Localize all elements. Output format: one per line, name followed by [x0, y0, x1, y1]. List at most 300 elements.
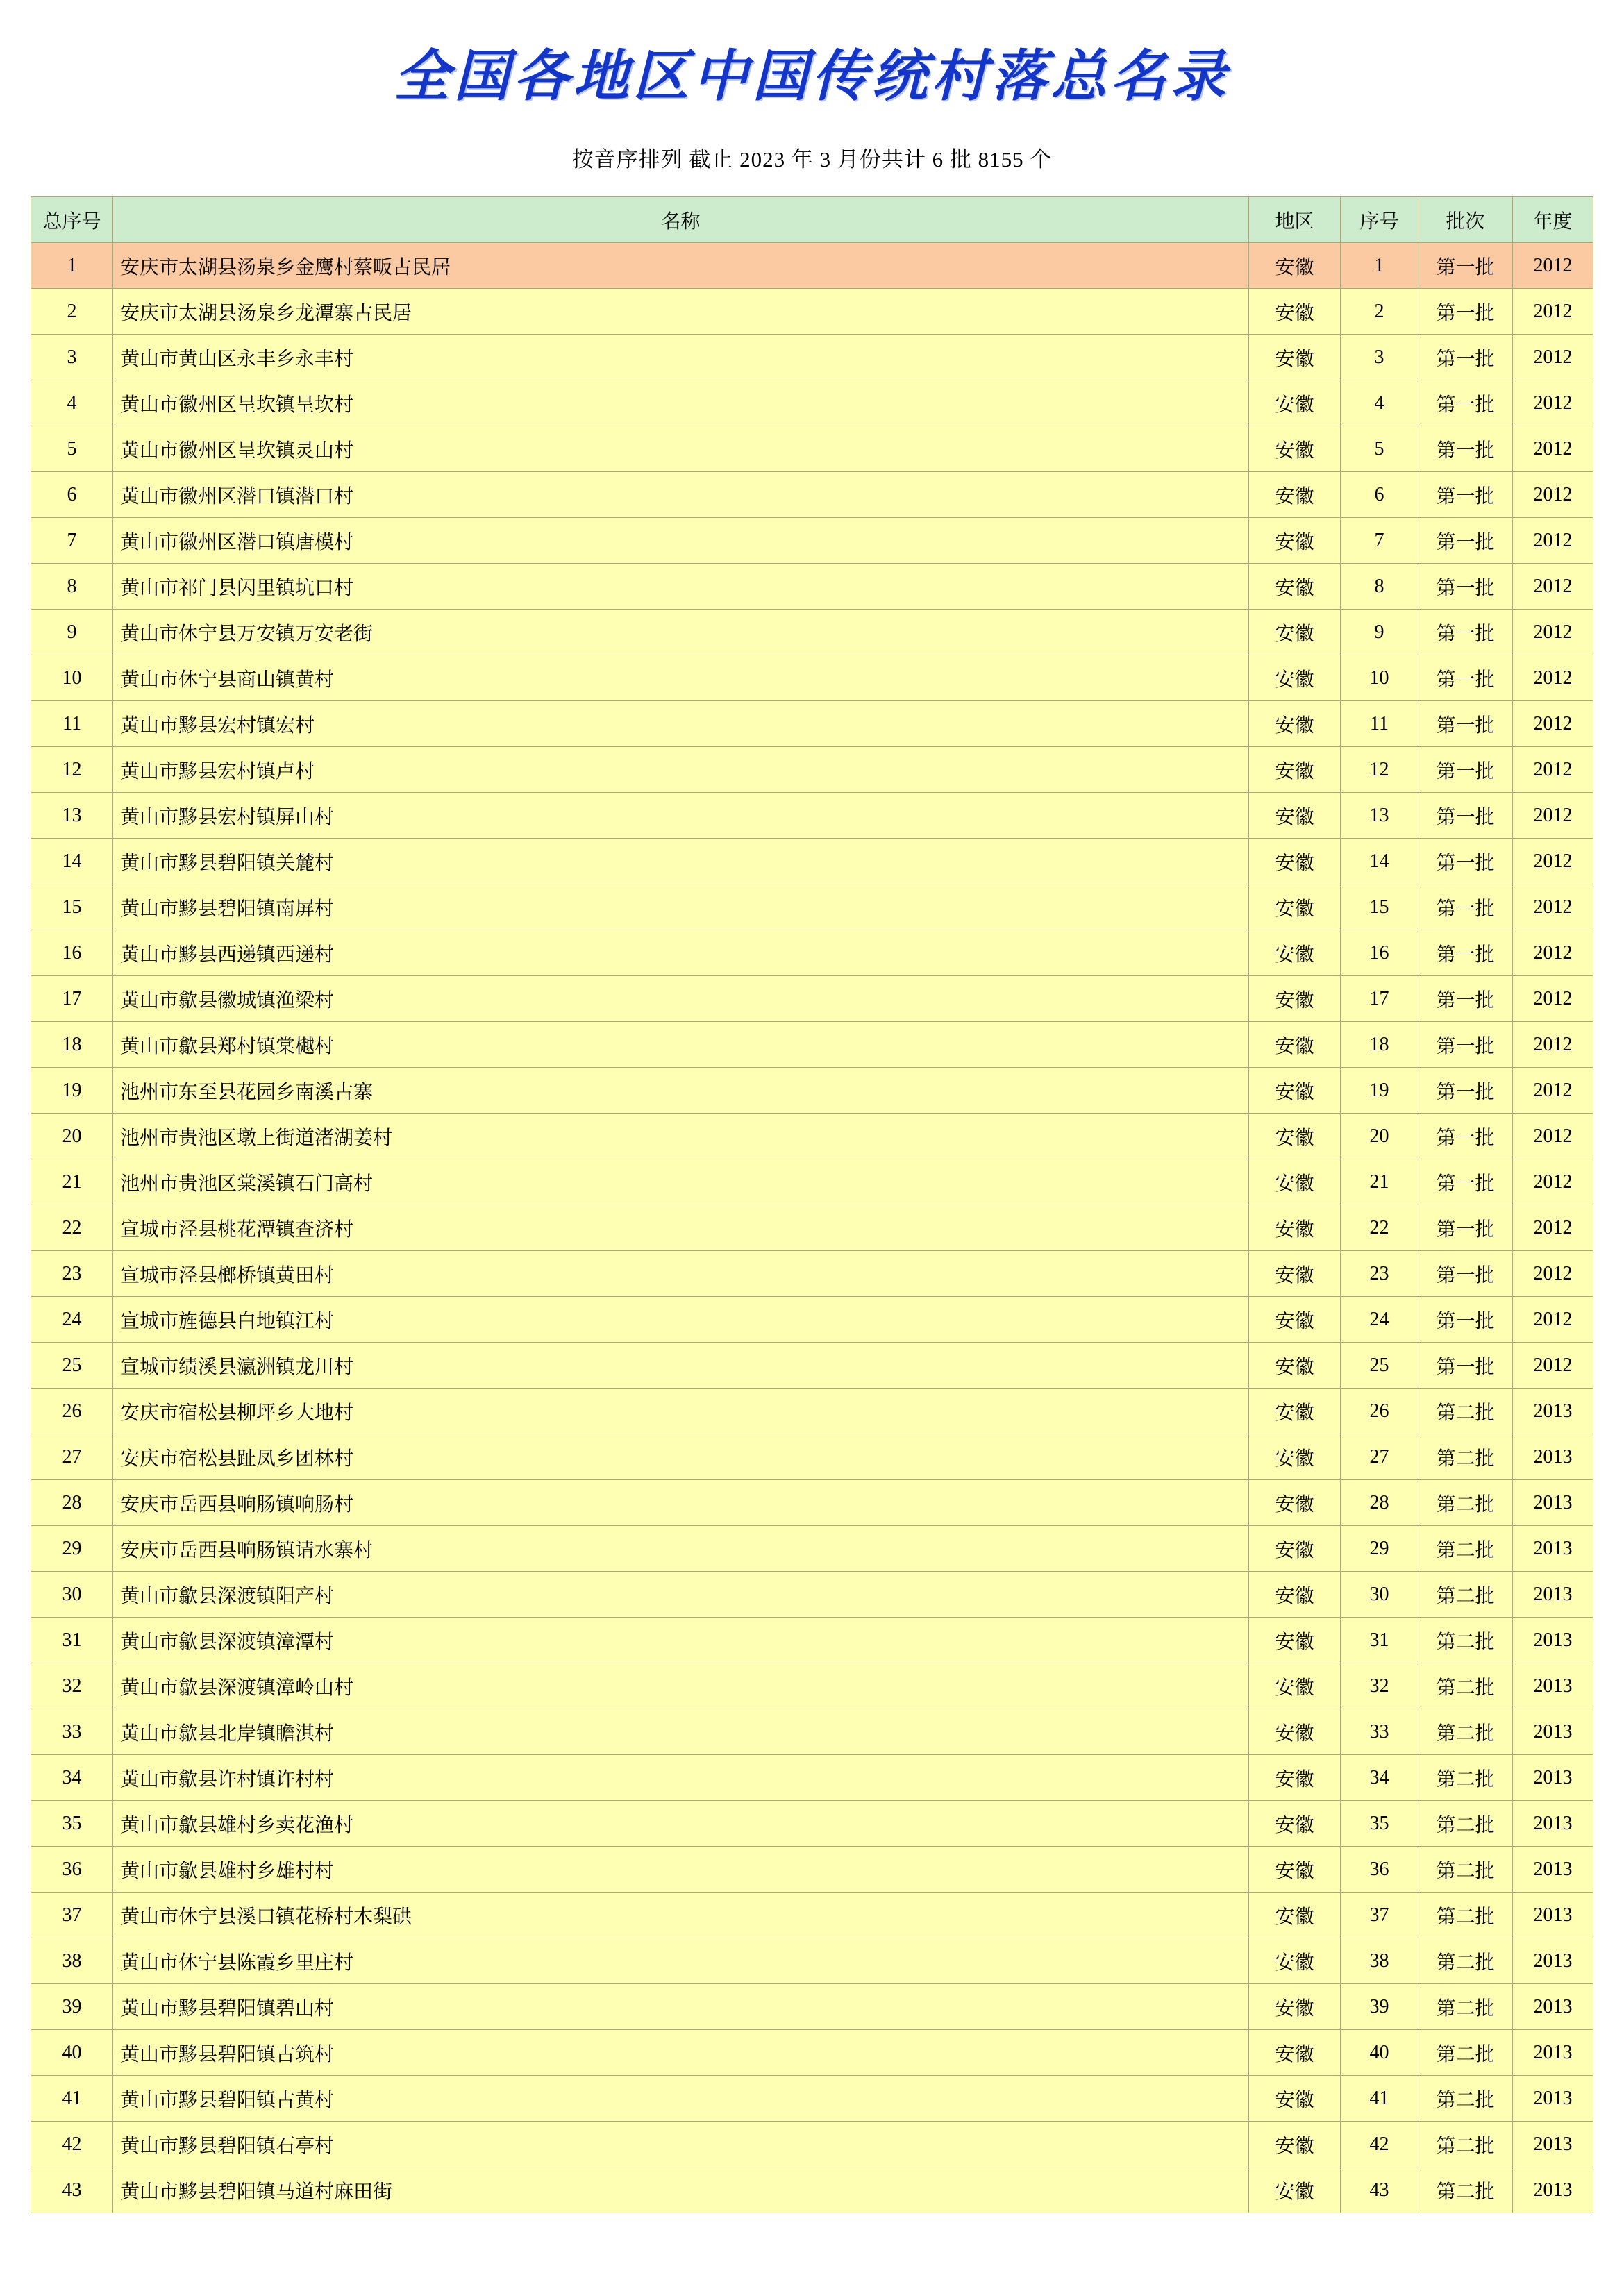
- cell-name: 黄山市黟县碧阳镇古黄村: [113, 2076, 1249, 2122]
- cell-batch: 第二批: [1418, 2167, 1513, 2213]
- table-row: [31, 243, 1593, 289]
- cell-batch: 第二批: [1418, 1847, 1513, 1893]
- cell-year: 2012: [1513, 884, 1593, 930]
- cell-year: 2012: [1513, 1114, 1593, 1159]
- cell-index: 2: [1341, 289, 1418, 335]
- table-row: [31, 701, 1593, 747]
- cell-name: 安庆市岳西县响肠镇请水寨村: [113, 1526, 1249, 1572]
- cell-year: 2012: [1513, 610, 1593, 655]
- cell-name: 黄山市休宁县万安镇万安老街: [113, 610, 1249, 655]
- cell-year: 2013: [1513, 1480, 1593, 1526]
- cell-index: 5: [1341, 426, 1418, 472]
- cell-year: 2012: [1513, 1205, 1593, 1251]
- cell-total-index: 34: [31, 1755, 113, 1801]
- cell-region: 安徽: [1249, 335, 1341, 380]
- cell-name: 黄山市黟县碧阳镇南屏村: [113, 884, 1249, 930]
- cell-region: 安徽: [1249, 1480, 1341, 1526]
- cell-total-index: 28: [31, 1480, 113, 1526]
- cell-total-index: 7: [31, 518, 113, 564]
- cell-index: 16: [1341, 930, 1418, 976]
- cell-index: 17: [1341, 976, 1418, 1022]
- table-row: [31, 2122, 1593, 2167]
- table-row: [31, 335, 1593, 380]
- cell-batch: 第一批: [1418, 518, 1513, 564]
- cell-batch: 第一批: [1418, 839, 1513, 884]
- cell-index: 33: [1341, 1709, 1418, 1755]
- cell-year: 2013: [1513, 1389, 1593, 1434]
- cell-index: 13: [1341, 793, 1418, 839]
- cell-region: 安徽: [1249, 610, 1341, 655]
- column-header-region: 地区: [1249, 197, 1341, 243]
- cell-region: 安徽: [1249, 243, 1341, 289]
- cell-year: 2013: [1513, 1572, 1593, 1618]
- table-row: [31, 1755, 1593, 1801]
- cell-batch: 第二批: [1418, 1938, 1513, 1984]
- cell-region: 安徽: [1249, 1159, 1341, 1205]
- cell-batch: 第二批: [1418, 1618, 1513, 1663]
- cell-name: 黄山市黟县碧阳镇古筑村: [113, 2030, 1249, 2076]
- cell-year: 2012: [1513, 793, 1593, 839]
- cell-index: 6: [1341, 472, 1418, 518]
- cell-region: 安徽: [1249, 1618, 1341, 1663]
- table-row: [31, 1663, 1593, 1709]
- table-row: [31, 1297, 1593, 1343]
- table-row: [31, 1022, 1593, 1068]
- cell-year: 2012: [1513, 976, 1593, 1022]
- table-row: [31, 2076, 1593, 2122]
- cell-year: 2012: [1513, 839, 1593, 884]
- cell-year: 2012: [1513, 243, 1593, 289]
- cell-index: 29: [1341, 1526, 1418, 1572]
- cell-year: 2012: [1513, 1343, 1593, 1389]
- cell-total-index: 10: [31, 655, 113, 701]
- cell-name: 安庆市宿松县趾凤乡团林村: [113, 1434, 1249, 1480]
- cell-region: 安徽: [1249, 1572, 1341, 1618]
- table-row: [31, 1389, 1593, 1434]
- cell-batch: 第二批: [1418, 1709, 1513, 1755]
- cell-index: 22: [1341, 1205, 1418, 1251]
- cell-batch: 第一批: [1418, 793, 1513, 839]
- cell-total-index: 13: [31, 793, 113, 839]
- cell-batch: 第一批: [1418, 243, 1513, 289]
- cell-total-index: 37: [31, 1893, 113, 1938]
- cell-year: 2013: [1513, 2122, 1593, 2167]
- cell-index: 24: [1341, 1297, 1418, 1343]
- cell-name: 黄山市黟县碧阳镇碧山村: [113, 1984, 1249, 2030]
- cell-index: 36: [1341, 1847, 1418, 1893]
- cell-total-index: 25: [31, 1343, 113, 1389]
- table-row: [31, 380, 1593, 426]
- cell-total-index: 24: [31, 1297, 113, 1343]
- cell-region: 安徽: [1249, 1297, 1341, 1343]
- cell-total-index: 41: [31, 2076, 113, 2122]
- cell-name: 黄山市黄山区永丰乡永丰村: [113, 335, 1249, 380]
- cell-index: 23: [1341, 1251, 1418, 1297]
- cell-index: 37: [1341, 1893, 1418, 1938]
- cell-total-index: 5: [31, 426, 113, 472]
- cell-year: 2013: [1513, 1801, 1593, 1847]
- cell-name: 黄山市徽州区呈坎镇灵山村: [113, 426, 1249, 472]
- cell-total-index: 23: [31, 1251, 113, 1297]
- cell-year: 2012: [1513, 747, 1593, 793]
- cell-region: 安徽: [1249, 1755, 1341, 1801]
- table-row: [31, 1343, 1593, 1389]
- cell-region: 安徽: [1249, 839, 1341, 884]
- cell-region: 安徽: [1249, 1526, 1341, 1572]
- table-row: [31, 930, 1593, 976]
- cell-index: 31: [1341, 1618, 1418, 1663]
- cell-year: 2012: [1513, 472, 1593, 518]
- cell-total-index: 12: [31, 747, 113, 793]
- cell-total-index: 40: [31, 2030, 113, 2076]
- table-header: [31, 197, 1593, 243]
- cell-region: 安徽: [1249, 1022, 1341, 1068]
- cell-name: 黄山市徽州区呈坎镇呈坎村: [113, 380, 1249, 426]
- cell-name: 宣城市泾县桃花潭镇查济村: [113, 1205, 1249, 1251]
- cell-region: 安徽: [1249, 884, 1341, 930]
- column-header-total-index: 总序号: [31, 197, 113, 243]
- table-row: [31, 2030, 1593, 2076]
- cell-total-index: 21: [31, 1159, 113, 1205]
- cell-name: 黄山市祁门县闪里镇坑口村: [113, 564, 1249, 610]
- cell-year: 2013: [1513, 1847, 1593, 1893]
- table-row: [31, 564, 1593, 610]
- table-row: [31, 747, 1593, 793]
- cell-year: 2012: [1513, 518, 1593, 564]
- table-row: [31, 518, 1593, 564]
- cell-year: 2013: [1513, 1709, 1593, 1755]
- cell-region: 安徽: [1249, 2122, 1341, 2167]
- cell-region: 安徽: [1249, 1893, 1341, 1938]
- cell-name: 安庆市岳西县响肠镇响肠村: [113, 1480, 1249, 1526]
- cell-year: 2012: [1513, 701, 1593, 747]
- cell-batch: 第一批: [1418, 1205, 1513, 1251]
- cell-region: 安徽: [1249, 701, 1341, 747]
- cell-index: 1: [1341, 243, 1418, 289]
- cell-region: 安徽: [1249, 1068, 1341, 1114]
- cell-index: 30: [1341, 1572, 1418, 1618]
- cell-batch: 第一批: [1418, 610, 1513, 655]
- cell-name: 黄山市黟县宏村镇屏山村: [113, 793, 1249, 839]
- cell-batch: 第一批: [1418, 655, 1513, 701]
- cell-year: 2013: [1513, 1938, 1593, 1984]
- cell-index: 7: [1341, 518, 1418, 564]
- table-row: [31, 1847, 1593, 1893]
- table-row: [31, 1709, 1593, 1755]
- cell-total-index: 1: [31, 243, 113, 289]
- table-row: [31, 472, 1593, 518]
- cell-region: 安徽: [1249, 1709, 1341, 1755]
- cell-total-index: 17: [31, 976, 113, 1022]
- table-row: [31, 839, 1593, 884]
- cell-year: 2012: [1513, 930, 1593, 976]
- cell-year: 2012: [1513, 1251, 1593, 1297]
- table-row: [31, 1114, 1593, 1159]
- table-row: [31, 1984, 1593, 2030]
- cell-batch: 第二批: [1418, 1893, 1513, 1938]
- cell-batch: 第二批: [1418, 1572, 1513, 1618]
- cell-batch: 第一批: [1418, 289, 1513, 335]
- cell-index: 15: [1341, 884, 1418, 930]
- cell-index: 19: [1341, 1068, 1418, 1114]
- cell-batch: 第二批: [1418, 1755, 1513, 1801]
- cell-name: 安庆市宿松县柳坪乡大地村: [113, 1389, 1249, 1434]
- cell-index: 28: [1341, 1480, 1418, 1526]
- cell-name: 黄山市休宁县陈霞乡里庄村: [113, 1938, 1249, 1984]
- cell-name: 黄山市黟县碧阳镇石亭村: [113, 2122, 1249, 2167]
- cell-name: 黄山市休宁县溪口镇花桥村木梨硔: [113, 1893, 1249, 1938]
- cell-total-index: 33: [31, 1709, 113, 1755]
- cell-batch: 第一批: [1418, 1068, 1513, 1114]
- cell-region: 安徽: [1249, 1251, 1341, 1297]
- cell-name: 宣城市泾县榔桥镇黄田村: [113, 1251, 1249, 1297]
- table-row: [31, 1526, 1593, 1572]
- page-subtitle: 按音序排列 截止 2023 年 3 月份共计 6 批 8155 个: [571, 147, 1053, 171]
- cell-year: 2013: [1513, 1526, 1593, 1572]
- cell-total-index: 9: [31, 610, 113, 655]
- cell-total-index: 22: [31, 1205, 113, 1251]
- cell-total-index: 42: [31, 2122, 113, 2167]
- table-row: [31, 1572, 1593, 1618]
- table-row: [31, 1068, 1593, 1114]
- cell-region: 安徽: [1249, 380, 1341, 426]
- cell-total-index: 36: [31, 1847, 113, 1893]
- cell-region: 安徽: [1249, 518, 1341, 564]
- cell-total-index: 35: [31, 1801, 113, 1847]
- cell-name: 黄山市歙县深渡镇阳产村: [113, 1572, 1249, 1618]
- cell-region: 安徽: [1249, 289, 1341, 335]
- cell-year: 2012: [1513, 655, 1593, 701]
- cell-index: 9: [1341, 610, 1418, 655]
- cell-total-index: 29: [31, 1526, 113, 1572]
- cell-batch: 第二批: [1418, 1801, 1513, 1847]
- cell-name: 池州市贵池区墩上街道渚湖姜村: [113, 1114, 1249, 1159]
- cell-region: 安徽: [1249, 1389, 1341, 1434]
- cell-batch: 第二批: [1418, 1480, 1513, 1526]
- cell-batch: 第二批: [1418, 1526, 1513, 1572]
- cell-region: 安徽: [1249, 2076, 1341, 2122]
- cell-index: 32: [1341, 1663, 1418, 1709]
- table-row: [31, 2167, 1593, 2213]
- cell-batch: 第一批: [1418, 564, 1513, 610]
- cell-region: 安徽: [1249, 747, 1341, 793]
- cell-batch: 第一批: [1418, 976, 1513, 1022]
- cell-total-index: 32: [31, 1663, 113, 1709]
- cell-total-index: 11: [31, 701, 113, 747]
- cell-batch: 第二批: [1418, 1663, 1513, 1709]
- cell-name: 池州市贵池区棠溪镇石门高村: [113, 1159, 1249, 1205]
- cell-year: 2012: [1513, 380, 1593, 426]
- cell-total-index: 6: [31, 472, 113, 518]
- cell-name: 黄山市黟县宏村镇卢村: [113, 747, 1249, 793]
- table-row: [31, 1618, 1593, 1663]
- cell-total-index: 27: [31, 1434, 113, 1480]
- cell-batch: 第一批: [1418, 426, 1513, 472]
- cell-batch: 第一批: [1418, 1114, 1513, 1159]
- cell-year: 2012: [1513, 1297, 1593, 1343]
- cell-total-index: 20: [31, 1114, 113, 1159]
- cell-total-index: 8: [31, 564, 113, 610]
- cell-total-index: 30: [31, 1572, 113, 1618]
- column-header-index: 序号: [1341, 197, 1418, 243]
- cell-batch: 第一批: [1418, 380, 1513, 426]
- cell-name: 黄山市歙县郑村镇棠樾村: [113, 1022, 1249, 1068]
- cell-name: 黄山市歙县雄村乡雄村村: [113, 1847, 1249, 1893]
- cell-index: 43: [1341, 2167, 1418, 2213]
- cell-name: 黄山市歙县深渡镇漳潭村: [113, 1618, 1249, 1663]
- cell-batch: 第二批: [1418, 1434, 1513, 1480]
- cell-batch: 第一批: [1418, 335, 1513, 380]
- table-row: [31, 793, 1593, 839]
- cell-index: 25: [1341, 1343, 1418, 1389]
- cell-total-index: 31: [31, 1618, 113, 1663]
- cell-region: 安徽: [1249, 1663, 1341, 1709]
- cell-total-index: 39: [31, 1984, 113, 2030]
- table-row: [31, 1159, 1593, 1205]
- cell-index: 3: [1341, 335, 1418, 380]
- cell-index: 18: [1341, 1022, 1418, 1068]
- cell-year: 2013: [1513, 1893, 1593, 1938]
- cell-index: 14: [1341, 839, 1418, 884]
- cell-region: 安徽: [1249, 1984, 1341, 2030]
- cell-region: 安徽: [1249, 655, 1341, 701]
- cell-year: 2013: [1513, 1434, 1593, 1480]
- column-header-batch: 批次: [1418, 197, 1513, 243]
- table-row: [31, 1801, 1593, 1847]
- cell-total-index: 4: [31, 380, 113, 426]
- cell-year: 2013: [1513, 1755, 1593, 1801]
- cell-year: 2012: [1513, 335, 1593, 380]
- column-header-name: 名称: [113, 197, 1249, 243]
- cell-name: 黄山市黟县西递镇西递村: [113, 930, 1249, 976]
- cell-name: 池州市东至县花园乡南溪古寨: [113, 1068, 1249, 1114]
- cell-batch: 第二批: [1418, 1389, 1513, 1434]
- cell-region: 安徽: [1249, 564, 1341, 610]
- cell-batch: 第一批: [1418, 1343, 1513, 1389]
- cell-index: 39: [1341, 1984, 1418, 2030]
- table-row: [31, 610, 1593, 655]
- cell-region: 安徽: [1249, 1938, 1341, 1984]
- cell-index: 12: [1341, 747, 1418, 793]
- cell-region: 安徽: [1249, 426, 1341, 472]
- cell-name: 黄山市徽州区潜口镇潜口村: [113, 472, 1249, 518]
- cell-batch: 第一批: [1418, 930, 1513, 976]
- cell-region: 安徽: [1249, 2167, 1341, 2213]
- cell-region: 安徽: [1249, 1801, 1341, 1847]
- table-row: [31, 426, 1593, 472]
- cell-batch: 第一批: [1418, 1159, 1513, 1205]
- table-row: [31, 976, 1593, 1022]
- cell-index: 8: [1341, 564, 1418, 610]
- page-title: 全国各地区中国传统村落总名录: [394, 44, 1230, 108]
- cell-year: 2013: [1513, 2167, 1593, 2213]
- cell-region: 安徽: [1249, 1434, 1341, 1480]
- table-row: [31, 1205, 1593, 1251]
- cell-total-index: 18: [31, 1022, 113, 1068]
- cell-name: 黄山市黟县宏村镇宏村: [113, 701, 1249, 747]
- cell-batch: 第二批: [1418, 2030, 1513, 2076]
- cell-total-index: 2: [31, 289, 113, 335]
- cell-region: 安徽: [1249, 1343, 1341, 1389]
- cell-name: 黄山市歙县深渡镇漳岭山村: [113, 1663, 1249, 1709]
- cell-name: 黄山市徽州区潜口镇唐模村: [113, 518, 1249, 564]
- cell-batch: 第一批: [1418, 884, 1513, 930]
- cell-name: 安庆市太湖县汤泉乡龙潭寨古民居: [113, 289, 1249, 335]
- cell-year: 2012: [1513, 1159, 1593, 1205]
- cell-year: 2013: [1513, 1663, 1593, 1709]
- cell-year: 2012: [1513, 426, 1593, 472]
- cell-name: 黄山市黟县碧阳镇马道村麻田街: [113, 2167, 1249, 2213]
- cell-year: 2013: [1513, 1618, 1593, 1663]
- table-row: [31, 1251, 1593, 1297]
- cell-name: 安庆市太湖县汤泉乡金鹰村蔡畈古民居: [113, 243, 1249, 289]
- table-row: [31, 655, 1593, 701]
- cell-index: 11: [1341, 701, 1418, 747]
- cell-index: 27: [1341, 1434, 1418, 1480]
- cell-region: 安徽: [1249, 793, 1341, 839]
- cell-batch: 第一批: [1418, 747, 1513, 793]
- cell-index: 42: [1341, 2122, 1418, 2167]
- cell-index: 35: [1341, 1801, 1418, 1847]
- cell-name: 宣城市旌德县白地镇江村: [113, 1297, 1249, 1343]
- cell-index: 41: [1341, 2076, 1418, 2122]
- cell-total-index: 3: [31, 335, 113, 380]
- cell-name: 黄山市歙县雄村乡卖花渔村: [113, 1801, 1249, 1847]
- cell-name: 黄山市黟县碧阳镇关麓村: [113, 839, 1249, 884]
- cell-region: 安徽: [1249, 1847, 1341, 1893]
- cell-index: 26: [1341, 1389, 1418, 1434]
- cell-batch: 第一批: [1418, 1297, 1513, 1343]
- cell-region: 安徽: [1249, 472, 1341, 518]
- cell-index: 40: [1341, 2030, 1418, 2076]
- cell-index: 38: [1341, 1938, 1418, 1984]
- village-directory-table: [31, 196, 1593, 2213]
- table-row: [31, 1480, 1593, 1526]
- cell-region: 安徽: [1249, 976, 1341, 1022]
- table-row: [31, 289, 1593, 335]
- cell-total-index: 16: [31, 930, 113, 976]
- cell-year: 2012: [1513, 564, 1593, 610]
- cell-batch: 第一批: [1418, 701, 1513, 747]
- cell-index: 20: [1341, 1114, 1418, 1159]
- cell-batch: 第二批: [1418, 2076, 1513, 2122]
- cell-year: 2012: [1513, 1068, 1593, 1114]
- cell-batch: 第一批: [1418, 1022, 1513, 1068]
- table-row: [31, 1434, 1593, 1480]
- cell-total-index: 43: [31, 2167, 113, 2213]
- cell-total-index: 14: [31, 839, 113, 884]
- cell-region: 安徽: [1249, 930, 1341, 976]
- cell-name: 黄山市休宁县商山镇黄村: [113, 655, 1249, 701]
- cell-name: 黄山市歙县徽城镇渔梁村: [113, 976, 1249, 1022]
- cell-year: 2013: [1513, 2076, 1593, 2122]
- cell-year: 2013: [1513, 2030, 1593, 2076]
- cell-batch: 第一批: [1418, 1251, 1513, 1297]
- cell-total-index: 38: [31, 1938, 113, 1984]
- cell-index: 4: [1341, 380, 1418, 426]
- cell-year: 2012: [1513, 1022, 1593, 1068]
- cell-name: 黄山市歙县北岸镇瞻淇村: [113, 1709, 1249, 1755]
- cell-region: 安徽: [1249, 1114, 1341, 1159]
- cell-batch: 第一批: [1418, 472, 1513, 518]
- cell-total-index: 19: [31, 1068, 113, 1114]
- table-row: [31, 1938, 1593, 1984]
- cell-batch: 第二批: [1418, 2122, 1513, 2167]
- table-row: [31, 884, 1593, 930]
- cell-year: 2012: [1513, 289, 1593, 335]
- cell-batch: 第二批: [1418, 1984, 1513, 2030]
- cell-region: 安徽: [1249, 1205, 1341, 1251]
